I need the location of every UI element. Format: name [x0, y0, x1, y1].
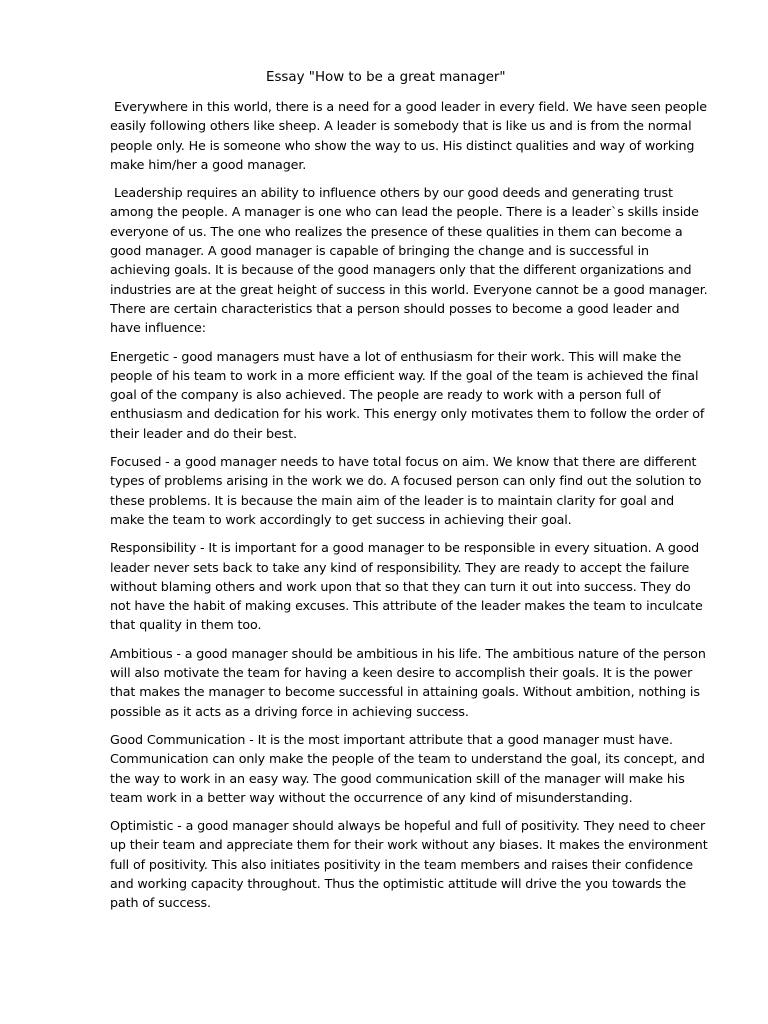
essay-body — [110, 97, 710, 922]
paragraph-energetic: Energetic - good managers must have a lot of enthusiasm for their work. This will make the people of his team to work in a more efficient way. If the goal of the team is achieved the final goal of the company is also achieved. The people are ready to work with a person full of enthusiasm and dedication for his work. This energy only motivates them to follow the order of their leader and do their best. — [110, 348, 705, 441]
paragraph-optimistic: Optimistic - a good manager should always be hopeful and full of positivity. They need to cheer up their team and appreciate them for their work without any biases. It makes the environment full of positivity. This also initiates positivity in the team members and raises their confidence and working capacity throughout. Thus the optimistic attitude will drive the you towards the path of success. — [110, 818, 708, 911]
paragraph-focused: Focused - a good manager needs to have total focus on aim. We know that there are different types of problems arising in the work we do. A focused person can only find out the solution to these problems. It is because the main aim of the leader is to maintain clarity for goal and make the team to work accordingly to get success in achieving their goal. — [110, 454, 702, 527]
paragraph-leadership: Leadership requires an ability to influence others by our good deeds and generating trust among the people. A manager is one who can lead the people. There is a leader`s skills inside everyone of us. The one who realizes the presence of these qualities in them can become a good manager. A good manager is capable of bringing the change and is successful in achieving goals. It is because of the good managers only that the different organizations and industries are at the great height of success in this world. Everyone cannot be a good manager. There are certain characteristics that a person should posses to become a good leader and have influence: — [110, 185, 708, 336]
paragraph-good-communication: Good Communication - It is the most important attribute that a good manager must have. Communication can only make the people of the team to understand the goal, its concept, and the way to work in an easy way. The good communication skill of the manager will make his team work in a better way without the occurrence of any kind of misunderstanding. — [110, 731, 705, 805]
paragraph-intro: Everywhere in this world, there is a need for a good leader in every field. We have seen people easily following others like sheep. A leader is somebody that is like us and is from the normal people only. He is someone who show the way to us. His distinct qualities and way of working make him/her a good manager. — [110, 99, 707, 172]
essay-title: Essay "How to be a great manager" — [266, 70, 506, 85]
paragraph-ambitious: Ambitious - a good manager should be ambitious in his life. The ambitious nature of the person will also motivate the team for having a keen desire to accomplish their goals. It is the power that makes the manager to become successful in attaining goals. Without ambition, nothing is possible as it acts as a driving force in achieving success. — [110, 645, 706, 719]
paragraph-responsibility: Responsibility - It is important for a good manager to be responsible in every situation. A good leader never sets back to take any kind of responsibility. They are ready to accept the failure without blaming others and work upon that so that they can turn it out into success. They do not have the habit of making excuses. This attribute of the leader makes the team to inculcate that quality in them too. — [110, 540, 703, 633]
